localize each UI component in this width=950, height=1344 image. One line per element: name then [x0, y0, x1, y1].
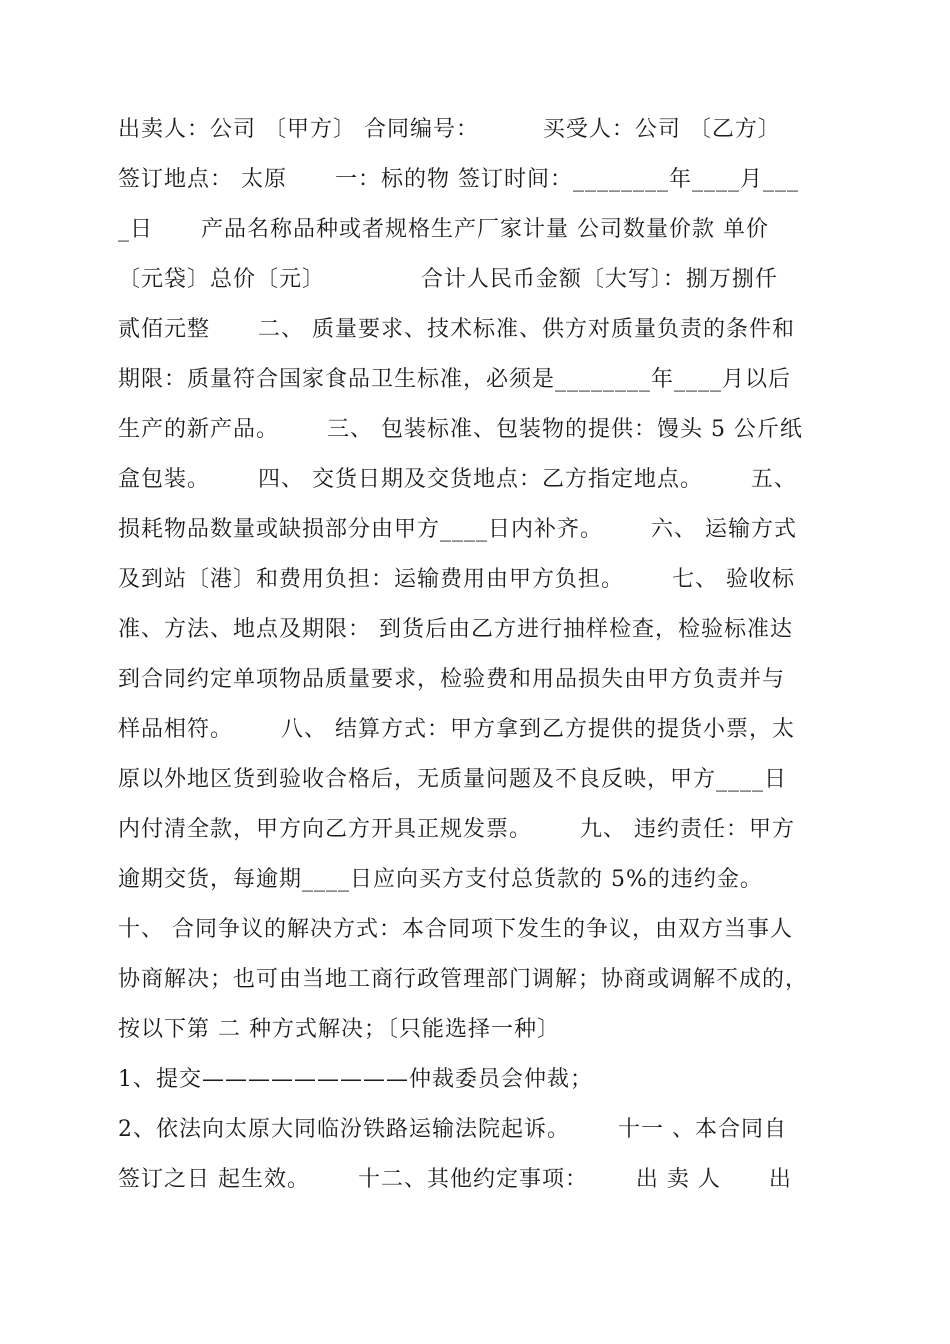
text-line-1: 出卖人：公司 〔甲方〕 合同编号： 买受人：公司 〔乙方〕 — [118, 117, 781, 142]
text-line-2: 签订地点： 太原 一：标的物 签订时间：________年____月___ — [118, 167, 799, 192]
text-line-18: 协商解决；也可由当地工商行政管理部门调解；协商或调解不成的， — [118, 967, 809, 992]
text-line-7: 生产的新产品。 三、 包装标准、包装物的提供：馒头 5 公斤纸 — [118, 417, 803, 442]
text-line-8: 盒包装。 四、 交货日期及交货地点：乙方指定地点。 五、 — [118, 467, 797, 492]
text-line-5: 贰佰元整 二、 质量要求、技术标准、供方对质量负责的条件和 — [118, 317, 795, 342]
text-line-14: 原以外地区货到验收合格后，无质量问题及不良反映，甲方____日 — [118, 767, 788, 792]
text-line-19: 按以下第 二 种方式解决；〔只能选择一种〕 — [118, 1017, 560, 1042]
text-line-9: 损耗物品数量或缺损部分由甲方____日内补齐。 六、 运输方式 — [118, 517, 797, 542]
text-line-10: 及到站〔港〕和费用负担：运输费用由甲方负担。 七、 验收标 — [118, 567, 795, 592]
text-line-4: 〔元袋〕总价〔元〕 合计人民币金额〔大写〕：捌万捌仟 — [118, 267, 778, 292]
text-line-11: 准、方法、地点及期限： 到货后由乙方进行抽样检查，检验标准达 — [118, 617, 793, 642]
text-line-20: 1、提交—————————仲裁委员会仲裁； — [118, 1067, 593, 1092]
text-line-15: 内付清全款，甲方向乙方开具正规发票。 九、 违约责任：甲方 — [118, 817, 795, 842]
text-line-17: 十、 合同争议的解决方式：本合同项下发生的争议，由双方当事人 — [118, 917, 793, 942]
contract-body — [118, 105, 838, 1205]
text-line-16: 逾期交货，每逾期____日应向买方支付总货款的 5%的违约金。 — [118, 867, 763, 892]
text-line-22: 签订之日 起生效。 十二、其他约定事项： 出 卖 人 出 — [118, 1167, 792, 1192]
text-line-13: 样品相符。 八、 结算方式：甲方拿到乙方提供的提货小票，太 — [118, 717, 795, 742]
text-line-21: 2、依法向太原大同临汾铁路运输法院起诉。 十一 、本合同自 — [118, 1117, 787, 1142]
text-line-12: 到合同约定单项物品质量要求，检验费和用品损失由甲方负责并与 — [118, 667, 786, 692]
text-line-3: _日 产品名称品种或者规格生产厂家计量 公司数量价款 单价 — [118, 217, 769, 242]
text-line-6: 期限：质量符合国家食品卫生标准，必须是________年____月以后 — [118, 367, 792, 392]
